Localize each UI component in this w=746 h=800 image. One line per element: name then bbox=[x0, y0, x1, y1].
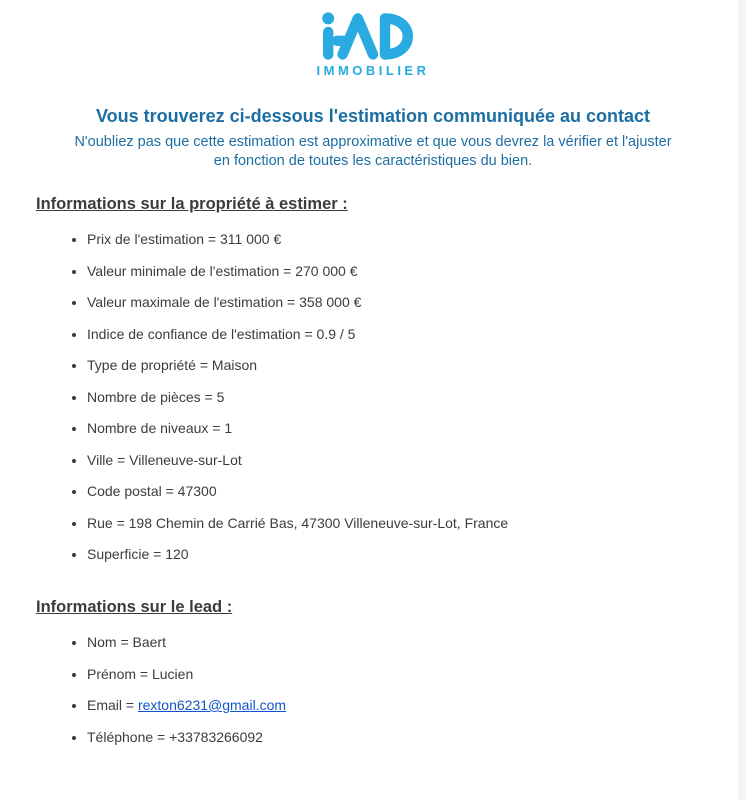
list-item: • Prix de l'estimation = 311 000 € bbox=[87, 231, 710, 248]
list-item: • Rue = 198 Chemin de Carrié Bas, 47300 Villeneuve-sur-Lot, France bbox=[87, 515, 710, 532]
viewport-edge-gutter bbox=[738, 0, 746, 800]
disclaimer-line-1: N'oubliez pas que cette estimation est approximative et que vous devrez la vérifier et l'ajuster bbox=[74, 134, 672, 150]
section-lead-heading: Informations sur le lead : bbox=[36, 598, 233, 616]
list-item: • Ville = Villeneuve-sur-Lot bbox=[87, 452, 710, 469]
list-item: • Valeur minimale de l'estimation = 270 000 € bbox=[87, 263, 710, 280]
brand-header bbox=[0, 0, 746, 78]
list-item: • Valeur maximale de l'estimation = 358 000 € bbox=[87, 294, 710, 311]
section-lead bbox=[36, 598, 710, 746]
list-item: • Type de propriété = Maison bbox=[87, 357, 710, 374]
brand-wordmark: IMMOBILIER bbox=[316, 63, 430, 78]
property-list bbox=[36, 231, 710, 563]
list-item: • Superficie = 120 bbox=[87, 546, 710, 563]
section-property bbox=[36, 195, 710, 563]
list-item: • Indice de confiance de l'estimation = 0.9 / 5 bbox=[87, 326, 710, 343]
lead-list bbox=[36, 634, 710, 746]
section-property-heading: Informations sur la propriété à estimer : bbox=[36, 195, 348, 213]
list-item: • Prénom = Lucien bbox=[87, 666, 710, 683]
email-link[interactable]: rexton6231@gmail.com bbox=[137, 697, 287, 713]
list-item bbox=[87, 697, 710, 714]
list-item: • Nombre de pièces = 5 bbox=[87, 389, 710, 406]
disclaimer-line-2: en fonction de toutes les caractéristiques du bien. bbox=[213, 152, 533, 169]
intro-disclaimer bbox=[0, 133, 746, 170]
list-item: • Code postal = 47300 bbox=[87, 483, 710, 500]
iad-logo-icon bbox=[321, 12, 425, 60]
list-item: • Nom = Baert bbox=[87, 634, 710, 651]
list-item-label: Email = bbox=[87, 697, 138, 713]
iad-logo-i-dot bbox=[322, 12, 334, 24]
page-title: Vous trouverez ci-dessous l'estimation communiquée au contact bbox=[95, 106, 651, 126]
list-item: • Nombre de niveaux = 1 bbox=[87, 420, 710, 437]
intro-block bbox=[0, 105, 746, 170]
list-item: • Téléphone = +33783266092 bbox=[87, 729, 710, 746]
